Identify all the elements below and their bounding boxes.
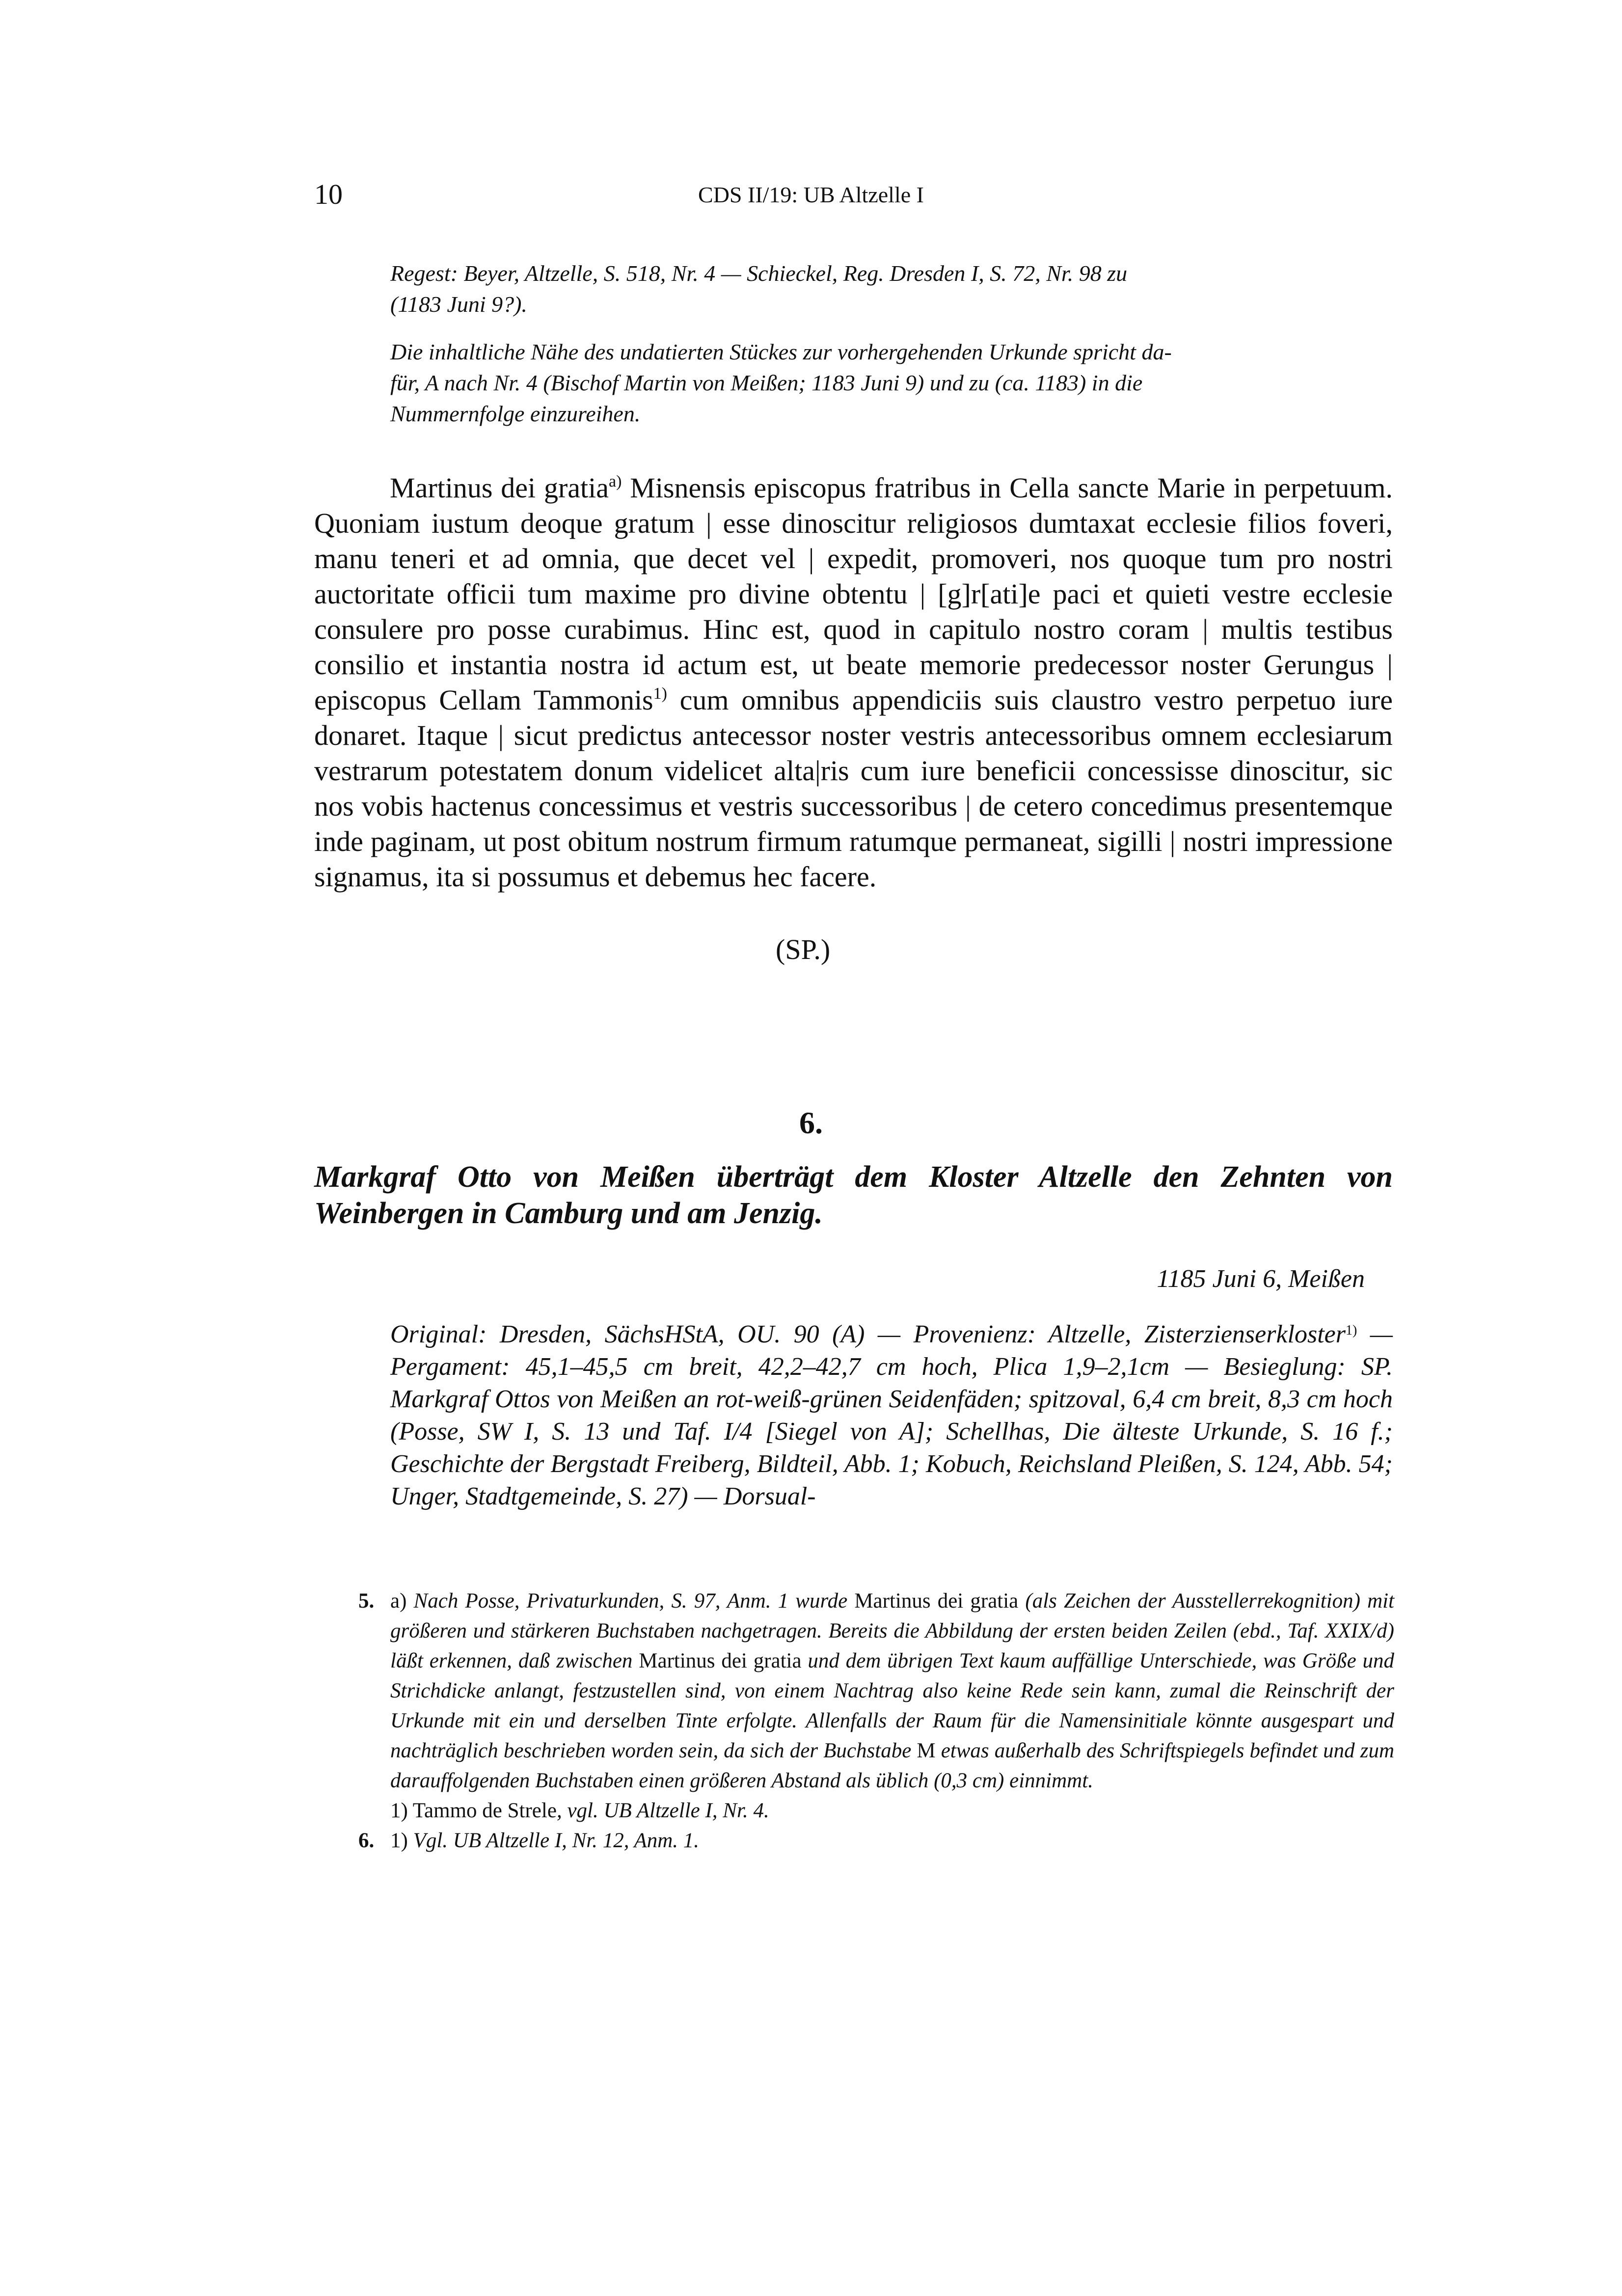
page-number: 10: [314, 178, 343, 210]
footnote-quote: Tammo de Strele: [412, 1799, 557, 1822]
footnote-mark: 1): [390, 1829, 413, 1852]
regest-line: Die inhaltliche Nähe des undatierten Stückes zur vorhergehenden Urkunde spricht da-: [390, 339, 1172, 364]
footnotes: [358, 1586, 1394, 1856]
footnote-text: etwas außerhalb des Schriftspiegels befindet und zum darauffolgenden Buchstaben einen größeren Abstand als üblich (0,3 cm) einnimmt.: [390, 1739, 1395, 1792]
footnote-quote: Martinus dei gratia: [854, 1589, 1019, 1613]
footnote-text: Vgl. UB Altzelle I, Nr. 12, Anm. 1.: [413, 1829, 700, 1852]
document-date: 1185 Juni 6, Meißen: [1157, 1265, 1365, 1293]
footnote-text: Nach Posse, Privaturkunden, S. 97, Anm. 1 wurde: [413, 1589, 855, 1613]
footnote-5-1: [390, 1796, 1394, 1826]
footnote-number: 6.: [358, 1829, 375, 1852]
running-head: CDS II/19: UB Altzelle I: [698, 182, 924, 207]
footnote-mark-1: 1): [653, 684, 667, 703]
footnote-5a: [390, 1586, 1394, 1796]
regest-line: (1183 Juni 9?).: [390, 292, 527, 317]
regest-line: für, A nach Nr. 4 (Bischof Martin von Meißen; 1183 Juni 9) und zu (ca. 1183) in die: [390, 370, 1143, 395]
text-start: Martinus dei gratia: [390, 472, 609, 504]
footnote-6: [358, 1826, 1394, 1856]
footnote-quote: Martinus dei gratia: [639, 1649, 802, 1672]
footnote-text: (als Zeichen der Ausstellerrekognition) mit größeren und stärkeren Buchstaben nachgetragen. Bereits die Abbildung der ersten beiden Zeilen (ebd., Taf. XXIX/d) läßt erkennen, daß zwischen: [390, 1589, 1395, 1672]
original-description: [390, 1318, 1393, 1513]
footnote-number: 5.: [358, 1589, 375, 1613]
dating-note-block: [390, 336, 1393, 429]
original-end: — Pergament: 45,1–45,5 cm breit, 42,2–42,7 cm hoch, Plica 1,9–2,1cm — Besieglung: SP. Markgraf Ottos von Meißen an rot-weiß-grünen Seidenfäden; spitzoval, 6,4 cm breit, 8,3 cm hoch (Posse, SW I, S. 13 und Taf. I/4 [Siegel von A]; Schellhas, Die älteste Urkunde, S. 16 f.; Geschichte der Bergstadt Freiberg, Bildteil, Abb. 1; Kobuch, Reichsland Pleißen, S. 124, Abb. 54; Unger, Stadtgemeinde, S. 27) — Dorsual-: [390, 1320, 1393, 1510]
seal-mark: (SP.): [776, 933, 831, 965]
document-number: 6.: [799, 1105, 823, 1140]
regest-line: Nummernfolge einzureihen.: [390, 401, 641, 426]
text-end: cum omnibus appendiciis suis claustro vestro perpetuo iure donaret. Itaque | sicut predictus antecessor noster vestris antecessoribus omnem ecclesiarum vestrarum potestatem donum videlicet alta|ris cum iure beneficii concessisse dinoscitur, sic nos vobis hactenus concessimus et vestris successoribus | de cetero concedimus presentemque inde paginam, ut post obitum nostrum firmum ratumque permaneat, sigilli | nostri impressione signamus, ita si possumus et debemus hec facere.: [314, 684, 1393, 893]
footnote-5: [358, 1586, 1394, 1826]
footnote-mark-a: a): [609, 472, 622, 491]
footnote-mark: 1): [390, 1799, 413, 1822]
original-footnote-mark: 1): [1345, 1323, 1357, 1338]
regest-line: Regest: Beyer, Altzelle, S. 518, Nr. 4 — Schieckel, Reg. Dresden I, S. 72, Nr. 98 zu: [390, 261, 1128, 286]
footnote-quote: M: [917, 1739, 936, 1762]
footnote-text: und dem übrigen Text kaum auffällige Unterschiede, was Größe und Strichdicke anlangt, festzustellen sind, von einem Nachtrag also keine Rede sein kann, zumal die Reinschrift der Urkunde mit ein und derselben Tinte erfolgte. Allenfalls der Raum für die Namensinitiale könnte ausgespart und nachträglich beschrieben worden sein, da sich der Buchstabe: [390, 1649, 1394, 1762]
footnote-text: , vgl. UB Altzelle I, Nr. 4.: [556, 1799, 769, 1822]
document-title: Markgraf Otto von Meißen überträgt dem Kloster Altzelle den Zehnten von Weinbergen in Camburg und am Jenzig.: [314, 1160, 1393, 1230]
original-start: Original: Dresden, SächsHStA, OU. 90 (A) — Provenienz: Altzelle, Zisterzienserkloster: [390, 1320, 1346, 1348]
document-text: [314, 470, 1393, 895]
footnote-mark: a): [390, 1589, 414, 1613]
footnote-6-1: [390, 1826, 1394, 1856]
regest-block: [390, 258, 1393, 320]
text-middle: Misnensis episcopus fratribus in Cella sancte Marie in perpetuum. Quoniam iustum deoque gratum | esse dinoscitur religiosos dumtaxat ecclesie filios foveri, manu teneri et ad omnia, que decet vel | expedit, promoveri, nos quoque tum pro nostri auctoritate officii tum maxime pro divine obtentu | [g]r[ati]e paci et quieti vestre ecclesie consulere pro posse curabimus. Hinc est, quod in capitulo nostro coram | multis testibus consilio et instantia nostra id actum est, ut beate memorie predecessor noster Gerungus | episcopus Cellam Tammonis: [314, 472, 1393, 716]
